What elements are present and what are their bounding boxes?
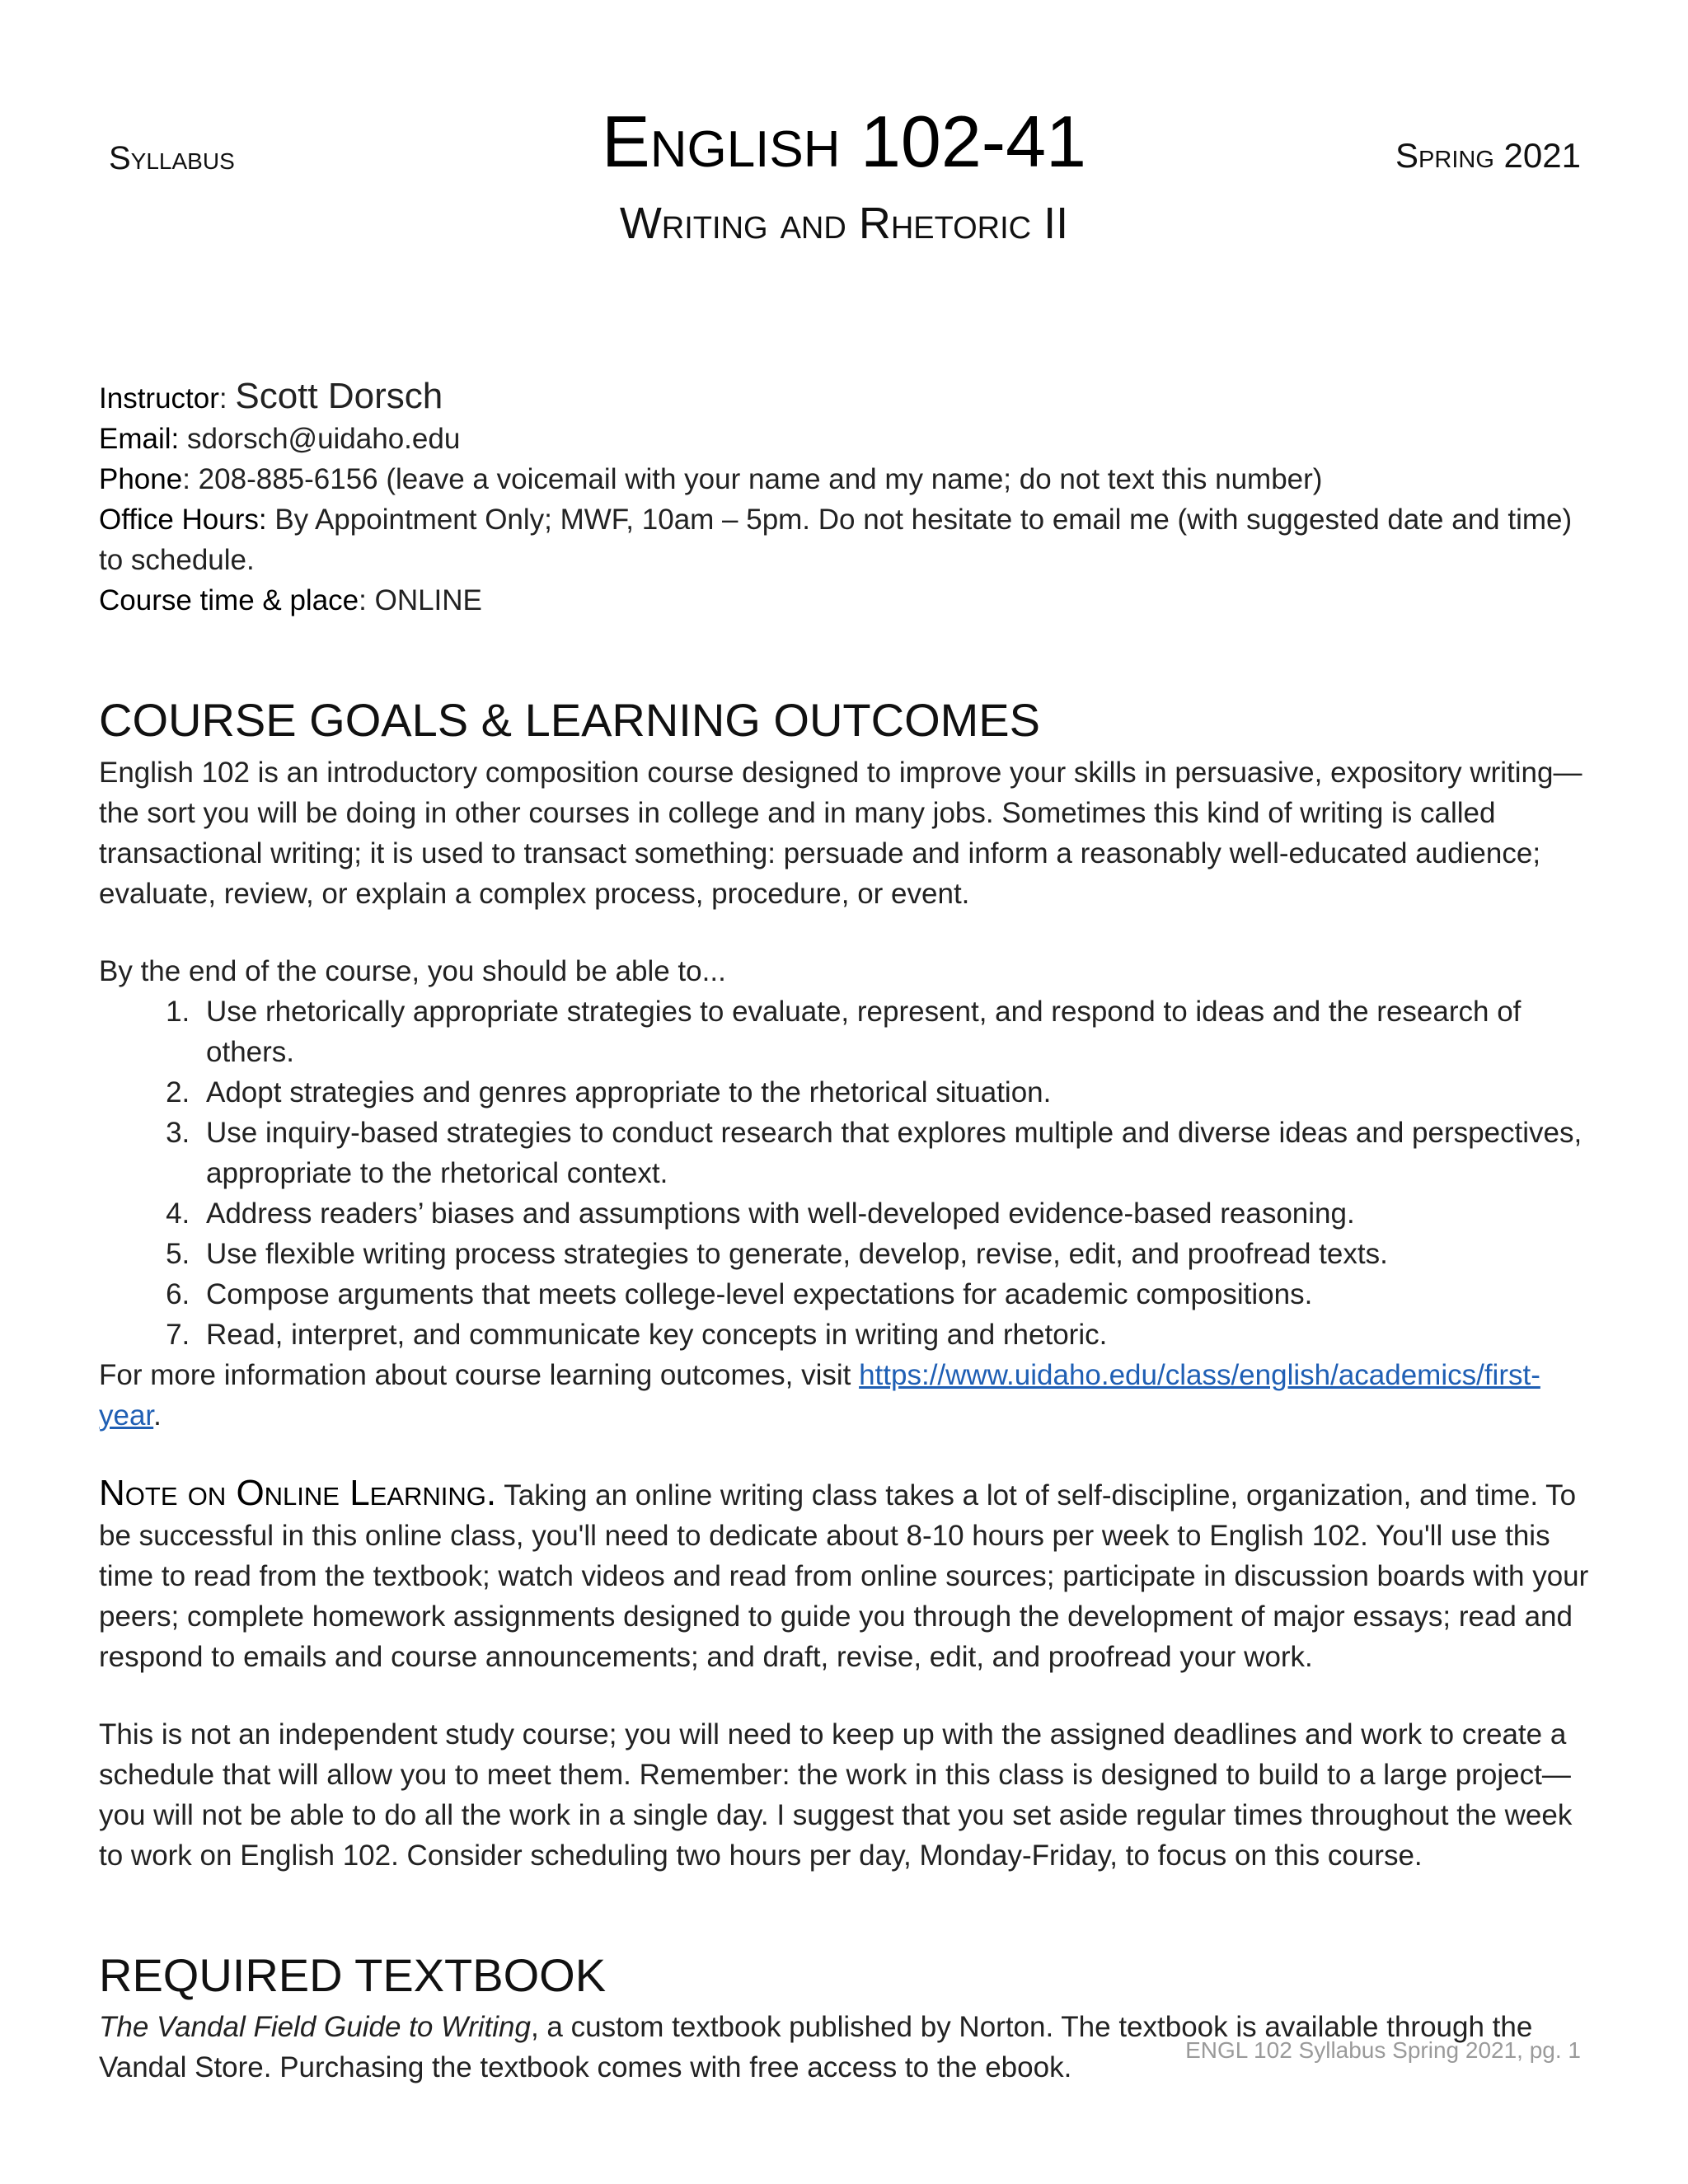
course-time-value: ONLINE [374,584,482,616]
email-line [99,419,1589,459]
online-learning-heading: Note on Online Learning. [99,1472,497,1513]
phone-label: Phone [99,463,183,495]
phone-line: Phone: 208-885-6156 (leave a voicemail with your name and my name; do not text this number) [99,463,1323,495]
online-para-1-text: Taking an online writing class takes a lot of self-discipline, organization, and time. To be successful in this online class, you'll need to dedicate about 8-10 hours per week to English 102. You'll use this time to read from the textbook; watch videos and read from online sources; participate in discussion boards with your peers; complete homework assignments designed to guide you through the development of major essays; read and respond to emails and course announcements; and draft, revise, edit, and proofread your work. [99,1479,1589,1673]
phone-value: 208-885-6156 (leave a voicemail with your name and my name; do not text this number) [198,463,1323,495]
outcome-item: 6. Compose arguments that meets college-level expectations for academic compositions. [198,1274,1589,1315]
outcomes-list [99,991,1589,1355]
outcome-item: 2. Adopt strategies and genres appropriate to the rhetorical situation. [198,1072,1589,1113]
more-info-line [99,1355,1589,1436]
email-value: sdorsch@uidaho.edu [186,423,461,455]
outcome-item: 4. Address readers’ biases and assumptions with well-developed evidence-based reasoning. [198,1193,1589,1234]
header-left: Syllabus [109,140,235,176]
page-title: English 102-41 [602,101,1086,182]
page-footer: ENGL 102 Syllabus Spring 2021, pg. 1 [1185,2037,1581,2063]
more-info-prefix: For more information about course learning outcomes, visit [99,1358,860,1391]
outcome-item: 7. Read, interpret, and communicate key concepts in writing and rhetoric. [198,1315,1589,1355]
outcomes-lead: By the end of the course, you should be able to... [99,954,726,987]
office-hours-line [99,499,1589,580]
outcome-item: 5. Use flexible writing process strategies to generate, develop, revise, edit, and proofread texts. [198,1234,1589,1274]
course-time-label: Course time & place [99,584,359,616]
office-hours-value: By Appointment Only; MWF, 10am – 5pm. Do not hesitate to email me (with suggested date and time) to schedule. [99,504,1573,576]
instructor-line: Instructor: Scott Dorsch [99,376,443,416]
more-info-suffix: . [153,1399,162,1432]
textbook-title: The Vandal Field Guide to Writing [99,2011,531,2044]
header-right: Spring 2021 [1395,136,1581,175]
online-para-1 [99,1473,1589,1677]
goals-intro: English 102 is an introductory composition course designed to improve your skills in persuasive, expository writing—the sort you will be doing in other courses in college and in many jobs. Sometimes this kind of writing is called transactional writing; it is used to transact something: persuade and inform a reasonably well-educated audience; evaluate, review, or explain a complex process, procedure, or event. [99,756,1582,910]
online-para-2: This is not an independent study course; you will need to keep up with the assigned deadlines and work to create a schedule that will allow you to meet them. Remember: the work in this class is designed to build to a large project—you will not be able to do all the work in a single day. I suggest that you set aside regular times throughout the week to work on English 102. Consider scheduling two hours per day, Monday-Friday, to focus on this course. [99,1718,1573,1872]
office-hours-label: Office Hours: [99,504,267,536]
textbook-description: , a custom textbook published by Norton. The textbook is available through the Vandal Store. Purchasing the textbook comes with free access to the ebook. [99,2011,1533,2084]
section-heading-textbook: REQUIRED TEXTBOOK [99,1948,607,2001]
instructor-name: Scott Dorsch [235,376,443,416]
course-time-line: Course time & place: ONLINE [99,584,482,616]
instructor-label: Instructor [99,382,219,415]
email-label: Email: [99,423,180,455]
section-heading-goals: COURSE GOALS & LEARNING OUTCOMES [99,694,1040,746]
page-subtitle: Writing and Rhetoric II [619,199,1069,248]
document-body [99,376,1589,2088]
outcome-item: 1. Use rhetorically appropriate strategies to evaluate, represent, and respond to ideas and the research of others. [198,991,1589,1072]
outcomes-link[interactable]: https://www.uidaho.edu/class/english/academics/first-year [99,1358,1540,1432]
instructor-info [99,376,1589,621]
outcome-item: 3. Use inquiry-based strategies to conduct research that explores multiple and diverse ideas and perspectives, appropriate to the rhetorical context. [198,1113,1589,1193]
